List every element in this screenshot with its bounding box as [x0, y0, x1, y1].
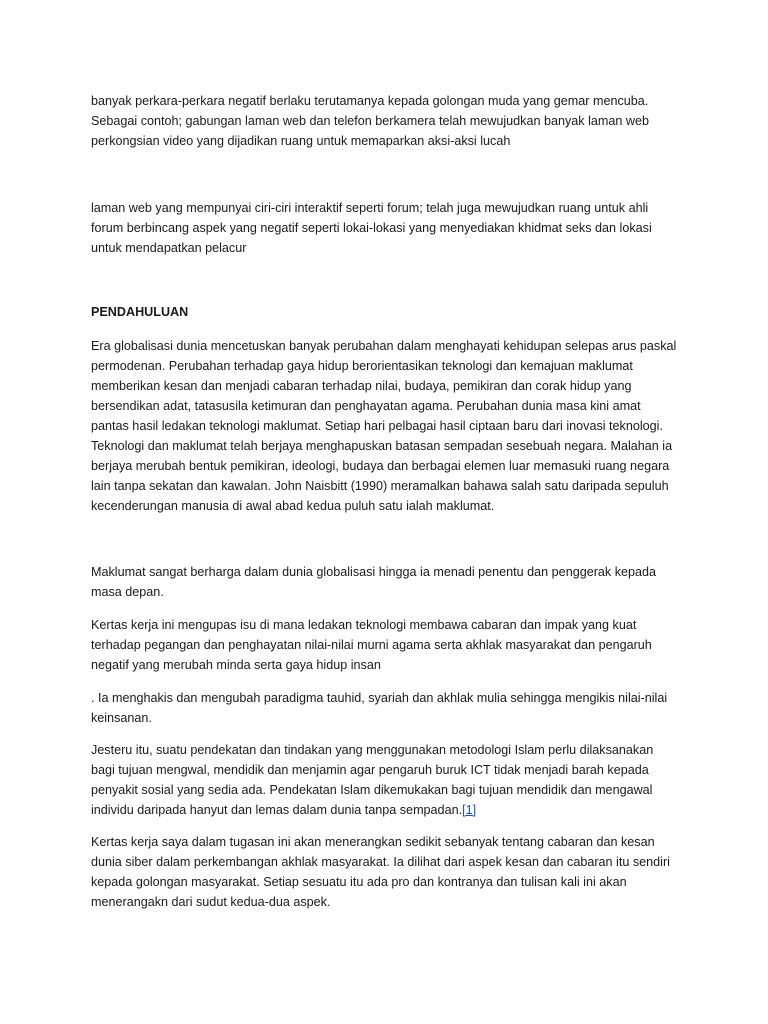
paragraph-globalisasi: Era globalisasi dunia mencetuskan banyak perubahan dalam menghayati kehidupan selepas arus paskal permodenan. Perubahan terhadap gaya hidup berorientasikan teknologi dan kemajuan maklumat memberikan kesan dan menjadi cabaran terhadap nilai, budaya, pemikiran dan corak hidup yang bersendikan adat, tatasusila ketimuran dan penghayatan agama. Perubahan dunia masa kini amat pantas hasil ledakan teknologi maklumat. Setiap hari pelbagai hasil ciptaan baru dari inovasi teknologi. Teknologi dan maklumat telah berjaya menghapuskan batasan sempadan sesebuah negara. Malahan ia berjaya merubah bentuk pemikiran, ideologi, budaya dan berbagai elemen luar memasuki ruang negara lain tanpa sekatan dan kawalan. John Naisbitt (1990) meramalkan bahawa salah satu daripada sepuluh kecenderungan manusia di awal abad kedua puluh satu ialah maklumat.	[91, 339, 677, 513]
paragraph-tugasan: Kertas kerja saya dalam tugasan ini akan menerangkan sedikit sebanyak tentang cabaran dan kesan dunia siber dalam perkembangan akhlak masyarakat. Ia dilihat dari aspek kesan dan cabaran itu sendiri kepada golongan masyarakat. Setiap sesuatu itu ada pro dan kontranya dan tulisan kali ini akan menerangakn dari sudut kedua-dua aspek.	[91, 835, 670, 909]
footnote-link[interactable]: [1]	[462, 803, 477, 817]
section-heading-pendahuluan: PENDAHULUAN	[91, 305, 189, 319]
paragraph-intro-negative: banyak perkara-perkara negatif berlaku terutamanya kepada golongan muda yang gemar mencuba. Sebagai contoh; gabungan laman web dan telefon berkamera telah mewujudkan banyak laman web perkongsian video yang dijadikan ruang untuk memaparkan aksi-aksi lucah	[91, 94, 649, 148]
paragraph-forum: laman web yang mempunyai ciri-ciri interaktif seperti forum; telah juga mewujudkan ruang untuk ahli forum berbincang aspek yang negatif seperti lokai-lokasi yang menyediakan khidmat seks dan lokasi untuk mendapatkan pelacur	[91, 201, 652, 255]
paragraph-jesteru-text: Jesteru itu, suatu pendekatan dan tindakan yang menggunakan metodologi Islam perlu dilaksanakan bagi tujuan mengwal, mendidik dan menjamin agar pengaruh buruk ICT tidak menjadi barah kepada penyakit sosial yang sedia ada. Pendekatan Islam dikemukakan bagi tujuan mendidik dan mengawal individu daripada hanyut dan lemas dalam dunia tanpa sempadan.	[91, 743, 654, 817]
paragraph-maklumat: Maklumat sangat berharga dalam dunia globalisasi hingga ia menadi penentu dan penggerak kepada masa depan.	[91, 565, 657, 599]
paragraph-kertas-kerja: Kertas kerja ini mengupas isu di mana ledakan teknologi membawa cabaran dan impak yang kuat terhadap pegangan dan penghayatan nilai-nilai murni agama serta akhlak masyarakat dan pengaruh negatif yang merubah minda serta gaya hidup insan	[91, 618, 652, 672]
paragraph-jesteru	[91, 740, 679, 820]
paragraph-paradigma: . Ia menghakis dan mengubah paradigma tauhid, syariah dan akhlak mulia sehingga mengikis nilai-nilai keinsanan.	[91, 691, 668, 725]
